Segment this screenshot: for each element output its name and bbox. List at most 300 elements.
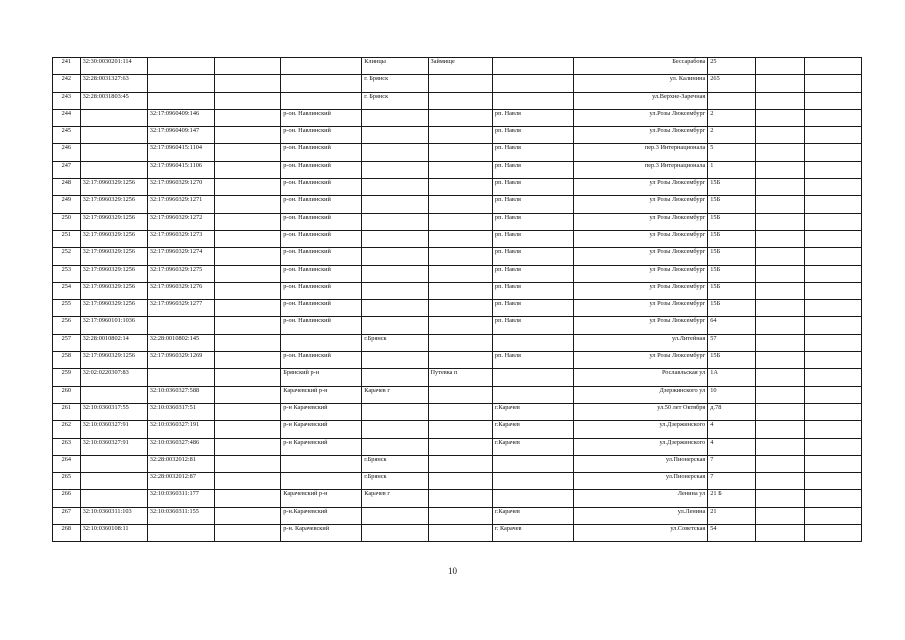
street-cell: ул.Литейная xyxy=(573,334,707,351)
object-cadastral-cell: 32:17:0960329:1277 xyxy=(147,300,214,317)
cadastral-number-cell: 32:17:0960329:1256 xyxy=(80,300,147,317)
extra-cell xyxy=(804,213,861,230)
house-number-cell: 64 xyxy=(708,317,756,334)
table-row xyxy=(53,109,862,126)
empty-cell xyxy=(214,334,280,351)
empty-cell xyxy=(214,455,280,472)
table-row xyxy=(53,369,862,386)
table-row xyxy=(53,92,862,109)
row-number-cell: 268 xyxy=(53,525,81,542)
extra-cell xyxy=(756,196,805,213)
row-number-cell: 248 xyxy=(53,179,81,196)
settlement-cell xyxy=(428,386,492,403)
extra-cell xyxy=(804,109,861,126)
table-row xyxy=(53,473,862,490)
house-number-cell: 15Б xyxy=(708,352,756,369)
house-number-cell: 2 xyxy=(708,127,756,144)
locality-cell: г.Карачев xyxy=(492,507,573,524)
settlement-cell xyxy=(428,334,492,351)
object-cadastral-cell: 32:17:0960329:1274 xyxy=(147,248,214,265)
object-cadastral-cell: 32:10:0360311:177 xyxy=(147,490,214,507)
table-row xyxy=(53,144,862,161)
row-number-cell: 257 xyxy=(53,334,81,351)
table-row xyxy=(53,58,862,75)
table-row xyxy=(53,282,862,299)
house-number-cell: 21 Б xyxy=(708,490,756,507)
locality-cell: рп. Навля xyxy=(492,300,573,317)
city-cell xyxy=(362,525,428,542)
empty-cell xyxy=(214,473,280,490)
locality-cell: рп. Навля xyxy=(492,144,573,161)
table-row xyxy=(53,455,862,472)
table-row xyxy=(53,248,862,265)
locality-cell xyxy=(492,473,573,490)
street-cell: ул.Пионерская xyxy=(573,473,707,490)
row-number-cell: 264 xyxy=(53,455,81,472)
extra-cell xyxy=(804,507,861,524)
table-row xyxy=(53,317,862,334)
extra-cell xyxy=(804,75,861,92)
city-cell xyxy=(362,317,428,334)
row-number-cell: 244 xyxy=(53,109,81,126)
extra-cell xyxy=(756,144,805,161)
street-cell: ул Розы Люксембург xyxy=(573,196,707,213)
street-cell: ул Розы Люксембург xyxy=(573,179,707,196)
cadastral-number-cell: 32:17:0960329:1256 xyxy=(80,282,147,299)
empty-cell xyxy=(214,58,280,75)
extra-cell xyxy=(756,109,805,126)
settlement-cell xyxy=(428,161,492,178)
extra-cell xyxy=(756,282,805,299)
table-row xyxy=(53,161,862,178)
district-cell: р-н Карачевский xyxy=(281,438,362,455)
district-cell: р-он. Навлинский xyxy=(281,282,362,299)
empty-cell xyxy=(214,490,280,507)
empty-cell xyxy=(214,230,280,247)
table-row xyxy=(53,490,862,507)
locality-cell: рп. Навля xyxy=(492,213,573,230)
cadastral-number-cell xyxy=(80,161,147,178)
cadastral-number-cell: 32:17:0960329:1256 xyxy=(80,196,147,213)
street-cell: пер.3 Интернационала xyxy=(573,161,707,178)
house-number-cell: 15Б xyxy=(708,213,756,230)
table-row xyxy=(53,300,862,317)
extra-cell xyxy=(804,386,861,403)
extra-cell xyxy=(756,265,805,282)
object-cadastral-cell xyxy=(147,317,214,334)
street-cell: ул Розы Люксембург xyxy=(573,213,707,230)
cadastral-number-cell: 32:17:0960329:1256 xyxy=(80,213,147,230)
house-number-cell: 1А xyxy=(708,369,756,386)
district-cell: р-он. Навлинский xyxy=(281,144,362,161)
city-cell xyxy=(362,144,428,161)
empty-cell xyxy=(214,438,280,455)
empty-cell xyxy=(214,161,280,178)
extra-cell xyxy=(804,58,861,75)
extra-cell xyxy=(756,386,805,403)
locality-cell xyxy=(492,75,573,92)
row-number-cell: 246 xyxy=(53,144,81,161)
extra-cell xyxy=(804,144,861,161)
extra-cell xyxy=(756,352,805,369)
district-cell: р-н Карачевский xyxy=(281,403,362,420)
extra-cell xyxy=(756,75,805,92)
city-cell: г. Брянск xyxy=(362,75,428,92)
street-cell: Рославльская ул xyxy=(573,369,707,386)
table-row xyxy=(53,334,862,351)
street-cell: ул Розы Люксембург xyxy=(573,265,707,282)
table-row xyxy=(53,230,862,247)
locality-cell xyxy=(492,490,573,507)
locality-cell: рп. Навля xyxy=(492,196,573,213)
street-cell: ул.Ленина xyxy=(573,507,707,524)
house-number-cell: 4 xyxy=(708,438,756,455)
settlement-cell xyxy=(428,230,492,247)
city-cell: Карачев г xyxy=(362,386,428,403)
extra-cell xyxy=(756,230,805,247)
table-row xyxy=(53,386,862,403)
empty-cell xyxy=(214,300,280,317)
house-number-cell: 15Б xyxy=(708,265,756,282)
extra-cell xyxy=(804,352,861,369)
cadastral-number-cell: 32:10:0360327:91 xyxy=(80,438,147,455)
city-cell: г.Брянск xyxy=(362,334,428,351)
cadastral-number-cell: 32:28:0010802:14 xyxy=(80,334,147,351)
city-cell xyxy=(362,230,428,247)
settlement-cell xyxy=(428,109,492,126)
extra-cell xyxy=(756,248,805,265)
table-row xyxy=(53,438,862,455)
settlement-cell xyxy=(428,92,492,109)
row-number-cell: 258 xyxy=(53,352,81,369)
cadastral-number-cell xyxy=(80,127,147,144)
empty-cell xyxy=(214,282,280,299)
city-cell: г.Брянск xyxy=(362,455,428,472)
settlement-cell xyxy=(428,75,492,92)
row-number-cell: 252 xyxy=(53,248,81,265)
empty-cell xyxy=(214,144,280,161)
extra-cell xyxy=(804,490,861,507)
settlement-cell xyxy=(428,525,492,542)
object-cadastral-cell: 32:17:0960415:1106 xyxy=(147,161,214,178)
row-number-cell: 241 xyxy=(53,58,81,75)
district-cell xyxy=(281,455,362,472)
extra-cell xyxy=(804,455,861,472)
cadastral-number-cell: 32:10:0360311:103 xyxy=(80,507,147,524)
extra-cell xyxy=(756,317,805,334)
extra-cell xyxy=(804,265,861,282)
object-cadastral-cell: 32:17:0960329:1270 xyxy=(147,179,214,196)
empty-cell xyxy=(214,265,280,282)
cadastral-number-cell: 32:30:0030201:114 xyxy=(80,58,147,75)
locality-cell: рп. Навля xyxy=(492,352,573,369)
district-cell xyxy=(281,92,362,109)
city-cell xyxy=(362,248,428,265)
empty-cell xyxy=(214,92,280,109)
house-number-cell: 5 xyxy=(708,144,756,161)
extra-cell xyxy=(804,127,861,144)
object-cadastral-cell: 32:28:0010802:145 xyxy=(147,334,214,351)
extra-cell xyxy=(804,473,861,490)
city-cell xyxy=(362,369,428,386)
object-cadastral-cell: 32:17:0960329:1272 xyxy=(147,213,214,230)
locality-cell xyxy=(492,369,573,386)
empty-cell xyxy=(214,421,280,438)
house-number-cell: 15Б xyxy=(708,282,756,299)
district-cell: р-н Карачевский xyxy=(281,421,362,438)
district-cell: р-н.Карачевский xyxy=(281,507,362,524)
settlement-cell: Займище xyxy=(428,58,492,75)
extra-cell xyxy=(804,525,861,542)
object-cadastral-cell: 32:28:0032012:81 xyxy=(147,455,214,472)
empty-cell xyxy=(214,179,280,196)
district-cell: р-он. Навлинский xyxy=(281,109,362,126)
house-number-cell: 54 xyxy=(708,525,756,542)
locality-cell xyxy=(492,386,573,403)
table-row xyxy=(53,179,862,196)
extra-cell xyxy=(804,334,861,351)
cadastral-number-cell: 32:17:0960329:1256 xyxy=(80,179,147,196)
extra-cell xyxy=(756,92,805,109)
empty-cell xyxy=(214,352,280,369)
extra-cell xyxy=(804,92,861,109)
cadastral-number-cell: 32:10:0360317:55 xyxy=(80,403,147,420)
locality-cell: г.Карачев xyxy=(492,403,573,420)
empty-cell xyxy=(214,196,280,213)
extra-cell xyxy=(804,179,861,196)
house-number-cell: 15Б xyxy=(708,196,756,213)
house-number-cell: 15Б xyxy=(708,248,756,265)
cadastral-number-cell xyxy=(80,386,147,403)
house-number-cell: 7 xyxy=(708,455,756,472)
house-number-cell: 21 xyxy=(708,507,756,524)
extra-cell xyxy=(756,334,805,351)
street-cell: Бессарабова xyxy=(573,58,707,75)
extra-cell xyxy=(804,282,861,299)
district-cell: р-он. Навлинский xyxy=(281,230,362,247)
object-cadastral-cell xyxy=(147,92,214,109)
city-cell xyxy=(362,265,428,282)
city-cell: г. Брянск xyxy=(362,92,428,109)
house-number-cell: 15Б xyxy=(708,179,756,196)
extra-cell xyxy=(804,403,861,420)
object-cadastral-cell: 32:17:0960329:1273 xyxy=(147,230,214,247)
cadastral-number-cell: 32:17:0960329:1256 xyxy=(80,265,147,282)
row-number-cell: 243 xyxy=(53,92,81,109)
extra-cell xyxy=(804,248,861,265)
city-cell xyxy=(362,109,428,126)
city-cell xyxy=(362,161,428,178)
settlement-cell: Путевка п xyxy=(428,369,492,386)
cadastral-number-cell: 32:17:0960329:1256 xyxy=(80,352,147,369)
settlement-cell xyxy=(428,248,492,265)
city-cell xyxy=(362,179,428,196)
street-cell: ул. Калинина xyxy=(573,75,707,92)
table-row xyxy=(53,75,862,92)
extra-cell xyxy=(756,421,805,438)
object-cadastral-cell xyxy=(147,525,214,542)
empty-cell xyxy=(214,317,280,334)
empty-cell xyxy=(214,248,280,265)
extra-cell xyxy=(804,300,861,317)
row-number-cell: 251 xyxy=(53,230,81,247)
street-cell: ул Розы Люксембург xyxy=(573,230,707,247)
district-cell: р-он. Навлинский xyxy=(281,179,362,196)
extra-cell xyxy=(756,455,805,472)
object-cadastral-cell: 32:17:0960329:1269 xyxy=(147,352,214,369)
district-cell: р-он. Навлинский xyxy=(281,127,362,144)
object-cadastral-cell: 32:10:0360311:155 xyxy=(147,507,214,524)
row-number-cell: 259 xyxy=(53,369,81,386)
settlement-cell xyxy=(428,282,492,299)
street-cell: Ленина ул xyxy=(573,490,707,507)
district-cell xyxy=(281,58,362,75)
house-number-cell: 4 xyxy=(708,421,756,438)
street-cell: ул.Дзержинского xyxy=(573,438,707,455)
cadastral-number-cell xyxy=(80,109,147,126)
row-number-cell: 267 xyxy=(53,507,81,524)
street-cell: ул.50 лет Октября xyxy=(573,403,707,420)
settlement-cell xyxy=(428,317,492,334)
row-number-cell: 250 xyxy=(53,213,81,230)
row-number-cell: 247 xyxy=(53,161,81,178)
row-number-cell: 245 xyxy=(53,127,81,144)
extra-cell xyxy=(756,179,805,196)
house-number-cell: 15Б xyxy=(708,300,756,317)
row-number-cell: 255 xyxy=(53,300,81,317)
cadastral-number-cell xyxy=(80,490,147,507)
extra-cell xyxy=(756,473,805,490)
object-cadastral-cell: 32:17:0960409:146 xyxy=(147,109,214,126)
page-number: 10 xyxy=(448,566,457,576)
empty-cell xyxy=(214,127,280,144)
table-row xyxy=(53,352,862,369)
extra-cell xyxy=(804,369,861,386)
city-cell xyxy=(362,403,428,420)
locality-cell: рп. Навля xyxy=(492,179,573,196)
settlement-cell xyxy=(428,127,492,144)
object-cadastral-cell: 32:10:0360317:51 xyxy=(147,403,214,420)
district-cell: Брянский р-н xyxy=(281,369,362,386)
district-cell: р-он. Навлинский xyxy=(281,248,362,265)
district-cell: р-он. Навлинский xyxy=(281,161,362,178)
object-cadastral-cell xyxy=(147,75,214,92)
object-cadastral-cell: 32:17:0960329:1276 xyxy=(147,282,214,299)
extra-cell xyxy=(756,438,805,455)
house-number-cell: 15Б xyxy=(708,230,756,247)
table-row xyxy=(53,507,862,524)
street-cell: ул Розы Люксембург xyxy=(573,352,707,369)
row-number-cell: 249 xyxy=(53,196,81,213)
settlement-cell xyxy=(428,144,492,161)
locality-cell xyxy=(492,455,573,472)
city-cell: Клинцы xyxy=(362,58,428,75)
object-cadastral-cell: 32:17:0960329:1271 xyxy=(147,196,214,213)
extra-cell xyxy=(804,438,861,455)
cadastral-number-cell: 32:02:0220307:83 xyxy=(80,369,147,386)
locality-cell: рп. Навля xyxy=(492,161,573,178)
house-number-cell: 10 xyxy=(708,386,756,403)
extra-cell xyxy=(756,507,805,524)
table-row xyxy=(53,421,862,438)
table-row xyxy=(53,403,862,420)
empty-cell xyxy=(214,75,280,92)
settlement-cell xyxy=(428,473,492,490)
locality-cell: рп. Навля xyxy=(492,265,573,282)
district-cell: р-он. Навлинский xyxy=(281,213,362,230)
extra-cell xyxy=(804,161,861,178)
object-cadastral-cell: 32:10:0360327:486 xyxy=(147,438,214,455)
cadastral-number-cell: 32:17:0960329:1256 xyxy=(80,248,147,265)
street-cell: ул.Розы Люксембург xyxy=(573,127,707,144)
cadastral-number-cell xyxy=(80,144,147,161)
row-number-cell: 254 xyxy=(53,282,81,299)
settlement-cell xyxy=(428,421,492,438)
district-cell: р-он. Навлинский xyxy=(281,317,362,334)
cadastral-number-cell xyxy=(80,455,147,472)
table-row xyxy=(53,213,862,230)
row-number-cell: 263 xyxy=(53,438,81,455)
extra-cell xyxy=(756,403,805,420)
house-number-cell: 57 xyxy=(708,334,756,351)
cadastral-number-cell: 32:17:0960329:1256 xyxy=(80,230,147,247)
empty-cell xyxy=(214,507,280,524)
district-cell: р-н. Карачевский xyxy=(281,525,362,542)
empty-cell xyxy=(214,369,280,386)
extra-cell xyxy=(804,230,861,247)
extra-cell xyxy=(756,300,805,317)
district-cell: р-он. Навлинский xyxy=(281,265,362,282)
extra-cell xyxy=(756,58,805,75)
object-cadastral-cell: 32:17:0960415:1104 xyxy=(147,144,214,161)
extra-cell xyxy=(804,317,861,334)
cadastral-number-cell: 32:17:0960101:1036 xyxy=(80,317,147,334)
row-number-cell: 256 xyxy=(53,317,81,334)
table-body xyxy=(53,58,862,542)
locality-cell: рп. Навля xyxy=(492,127,573,144)
extra-cell xyxy=(756,490,805,507)
object-cadastral-cell xyxy=(147,369,214,386)
row-number-cell: 266 xyxy=(53,490,81,507)
object-cadastral-cell: 32:10:0360327:588 xyxy=(147,386,214,403)
settlement-cell xyxy=(428,507,492,524)
cadastral-number-cell: 32:10:0360108:11 xyxy=(80,525,147,542)
extra-cell xyxy=(756,127,805,144)
locality-cell xyxy=(492,92,573,109)
locality-cell: рп. Навля xyxy=(492,230,573,247)
object-cadastral-cell: 32:10:0360327:191 xyxy=(147,421,214,438)
street-cell: ул Розы Люксембург xyxy=(573,282,707,299)
district-cell: Карачевский р-н xyxy=(281,490,362,507)
table-row xyxy=(53,265,862,282)
extra-cell xyxy=(756,161,805,178)
settlement-cell xyxy=(428,352,492,369)
street-cell: ул.Пионерская xyxy=(573,455,707,472)
register-table xyxy=(52,57,862,542)
locality-cell: рп. Навля xyxy=(492,317,573,334)
district-cell xyxy=(281,75,362,92)
district-cell xyxy=(281,473,362,490)
house-number-cell: 1 xyxy=(708,161,756,178)
row-number-cell: 253 xyxy=(53,265,81,282)
extra-cell xyxy=(804,421,861,438)
object-cadastral-cell: 32:17:0960329:1275 xyxy=(147,265,214,282)
cadastral-number-cell: 32:28:0031803:45 xyxy=(80,92,147,109)
settlement-cell xyxy=(428,196,492,213)
house-number-cell: 25 xyxy=(708,58,756,75)
settlement-cell xyxy=(428,455,492,472)
extra-cell xyxy=(756,369,805,386)
